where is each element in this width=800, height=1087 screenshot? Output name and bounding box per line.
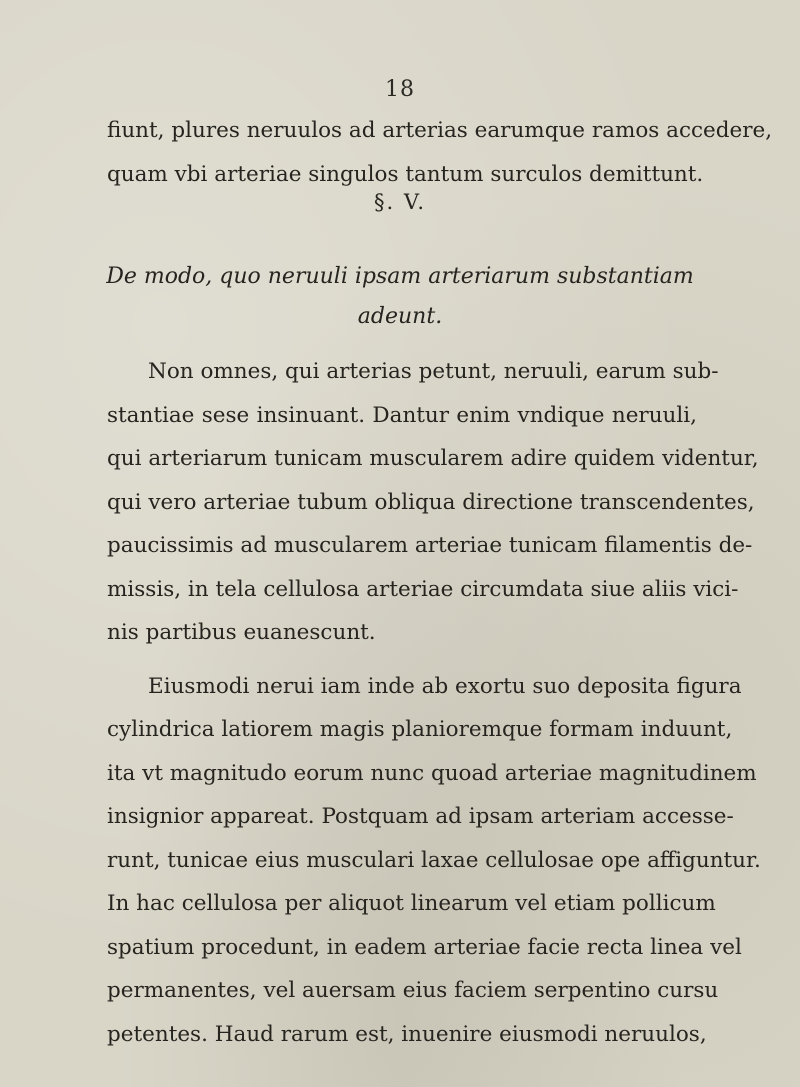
text-line: qui arteriarum tunicam muscularem adire quidem videntur, <box>107 446 759 471</box>
text-line: fiunt, plures neruulos ad arterias earumque ramos accedere, <box>107 118 773 143</box>
text-line: Non omnes, qui arterias petunt, neruuli, earum sub- <box>148 359 719 384</box>
text-line: spatium procedunt, in eadem arteriae facie recta linea vel <box>107 935 742 960</box>
text-line: In hac cellulosa per aliquot linearum vel etiam pollicum <box>107 891 716 916</box>
text-line: Eiusmodi nerui iam inde ab exortu suo deposita figura <box>148 674 742 699</box>
text-line: petentes. Haud rarum est, inuenire eiusmodi neruulos, <box>107 1022 707 1047</box>
page-number: 18 <box>385 77 415 102</box>
text-line: qui vero arteriae tubum obliqua directione transcendentes, <box>107 490 755 515</box>
section-mark: §. V. <box>373 190 427 214</box>
text-line: missis, in tela cellulosa arteriae circumdata siue aliis vici- <box>107 577 739 602</box>
text-line: ita vt magnitudo eorum nunc quoad arteriae magnitudinem <box>107 761 757 786</box>
section-heading: De modo, quo neruuli ipsam arteriarum substantiam <box>106 264 694 289</box>
text-line: runt, tunicae eius musculari laxae cellulosae ope affiguntur. <box>107 848 761 873</box>
text-line: nis partibus euanescunt. <box>107 620 376 645</box>
text-line: permanentes, vel auersam eius faciem serpentino cursu <box>107 978 719 1003</box>
text-line: stantiae sese insinuant. Dantur enim vndique neruuli, <box>107 403 697 428</box>
text-line: insignior appareat. Postquam ad ipsam arteriam accesse- <box>107 804 734 829</box>
section-heading: adeunt. <box>357 304 443 329</box>
text-line: quam vbi arteriae singulos tantum surculos demittunt. <box>107 162 704 187</box>
text-line: paucissimis ad muscularem arteriae tunicam filamentis de- <box>107 533 753 558</box>
text-line: cylindrica latiorem magis planioremque formam induunt, <box>107 717 733 742</box>
